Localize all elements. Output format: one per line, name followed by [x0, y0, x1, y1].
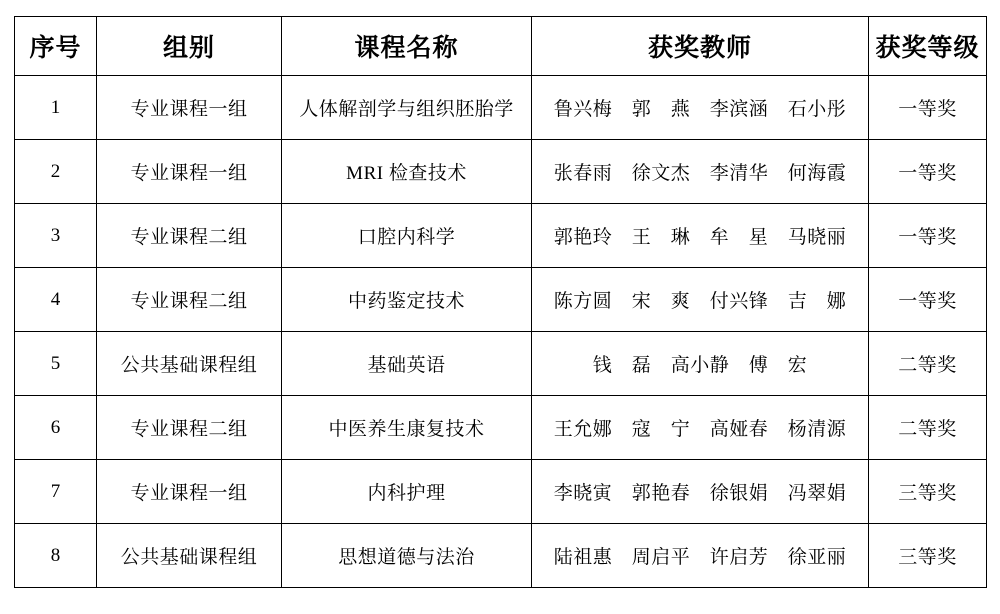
- cell-group: 专业课程一组: [97, 140, 282, 204]
- cell-group: 公共基础课程组: [97, 332, 282, 396]
- cell-level: 二等奖: [869, 332, 987, 396]
- cell-course: MRI 检查技术: [282, 140, 532, 204]
- cell-index: 7: [15, 460, 97, 524]
- table-row: [15, 332, 987, 396]
- table-header-row: [15, 17, 987, 76]
- cell-group: 专业课程一组: [97, 76, 282, 140]
- cell-index: 5: [15, 332, 97, 396]
- cell-course: 人体解剖学与组织胚胎学: [282, 76, 532, 140]
- cell-level: 一等奖: [869, 204, 987, 268]
- cell-group: 公共基础课程组: [97, 524, 282, 588]
- cell-teachers: 鲁兴梅 郭 燕 李滨涵 石小彤: [532, 76, 869, 140]
- table-header: [15, 17, 987, 76]
- cell-level: 二等奖: [869, 396, 987, 460]
- cell-index: 8: [15, 524, 97, 588]
- column-header-index: 序号: [15, 17, 97, 76]
- cell-course: 内科护理: [282, 460, 532, 524]
- table-row: [15, 140, 987, 204]
- cell-index: 4: [15, 268, 97, 332]
- cell-level: 一等奖: [869, 268, 987, 332]
- cell-teachers: 陆祖惠 周启平 许启芳 徐亚丽: [532, 524, 869, 588]
- cell-group: 专业课程二组: [97, 396, 282, 460]
- cell-teachers: 李晓寅 郭艳春 徐银娟 冯翠娟: [532, 460, 869, 524]
- cell-teachers: 郭艳玲 王 琳 牟 星 马晓丽: [532, 204, 869, 268]
- cell-group: 专业课程一组: [97, 460, 282, 524]
- cell-index: 1: [15, 76, 97, 140]
- cell-level: 三等奖: [869, 524, 987, 588]
- cell-level: 一等奖: [869, 76, 987, 140]
- table-row: [15, 396, 987, 460]
- cell-group: 专业课程二组: [97, 268, 282, 332]
- cell-course: 口腔内科学: [282, 204, 532, 268]
- cell-index: 2: [15, 140, 97, 204]
- table-row: [15, 204, 987, 268]
- cell-teachers: 钱 磊 高小静 傅 宏: [532, 332, 869, 396]
- table-row: [15, 76, 987, 140]
- cell-course: 基础英语: [282, 332, 532, 396]
- cell-index: 6: [15, 396, 97, 460]
- cell-teachers: 陈方圆 宋 爽 付兴锋 吉 娜: [532, 268, 869, 332]
- cell-level: 三等奖: [869, 460, 987, 524]
- table-row: [15, 460, 987, 524]
- cell-teachers: 张春雨 徐文杰 李清华 何海霞: [532, 140, 869, 204]
- column-header-group: 组别: [97, 17, 282, 76]
- cell-index: 3: [15, 204, 97, 268]
- cell-teachers: 王允娜 寇 宁 高娅春 杨清源: [532, 396, 869, 460]
- cell-group: 专业课程二组: [97, 204, 282, 268]
- award-results-table: [14, 16, 987, 588]
- column-header-level: 获奖等级: [869, 17, 987, 76]
- column-header-course: 课程名称: [282, 17, 532, 76]
- cell-level: 一等奖: [869, 140, 987, 204]
- table-row: [15, 524, 987, 588]
- table-body: [15, 76, 987, 588]
- cell-course: 中药鉴定技术: [282, 268, 532, 332]
- cell-course: 中医养生康复技术: [282, 396, 532, 460]
- cell-course: 思想道德与法治: [282, 524, 532, 588]
- column-header-teachers: 获奖教师: [532, 17, 869, 76]
- table-row: [15, 268, 987, 332]
